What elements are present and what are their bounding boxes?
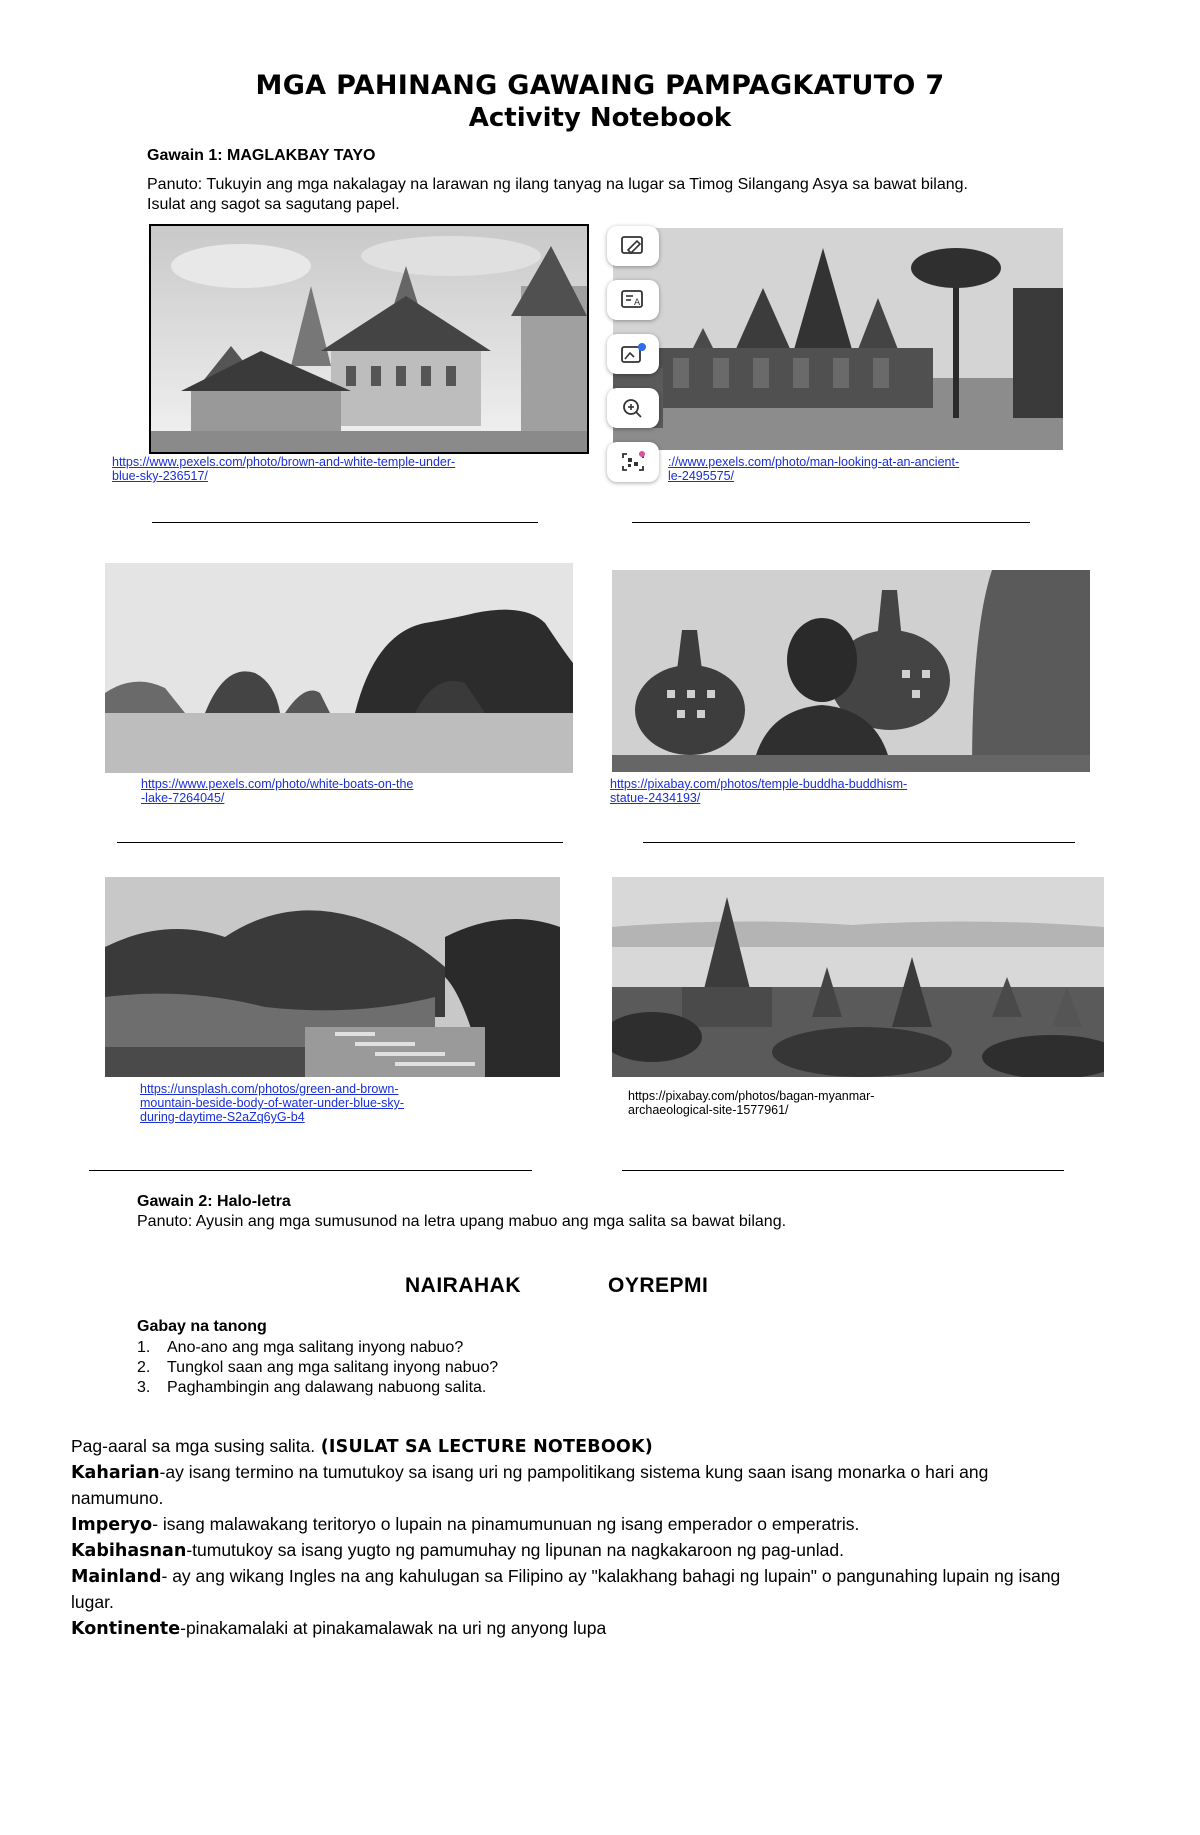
photo-source-text: https://pixabay.com/photos/bagan-myanmar- archaeological-site-1577961/ [628,1089,875,1117]
ai-image-icon [619,342,647,366]
key-terms-intro: Pag-aaral sa mga susing salita. (ISULAT SA LECTURE NOTEBOOK) [71,1436,653,1457]
guide-questions-title: Gabay na tanong [137,1318,267,1335]
edit-image-icon [619,234,647,258]
page-subtitle: Activity Notebook [468,103,732,133]
photo-bayon-temple[interactable] [613,228,1063,450]
answer-line [89,1170,532,1171]
floating-image-toolbar [607,226,663,496]
page-title: MGA PAHINANG GAWAING PAMPAGKATUTO 7 [255,70,945,101]
qr-scan-icon [619,450,647,474]
edit-image-button[interactable] [607,226,659,266]
zoom-in-icon [619,396,647,420]
extract-text-button[interactable] [607,280,659,320]
answer-line [643,842,1075,843]
list-item: 1. Ano-ano ang mga salitang inyong nabuo? [137,1339,464,1356]
answer-line [152,522,538,523]
photo-source-link[interactable]: https://pixabay.com/photos/temple-buddha-buddhism- statue-2434193/ [610,777,908,805]
term-definition: Mainland- ay ang wikang Ingles na ang kahulugan sa Filipino ay "kalakhang bahagi ng lupain" o pangunahing lupain ng isang lugar. [71,1566,1061,1612]
photo-mountain-lake[interactable] [105,877,560,1077]
photo-source-link[interactable]: https://www.pexels.com/photo/white-boats-on-the -lake-7264045/ [141,777,414,805]
photo-bagan[interactable] [612,877,1104,1077]
guide-questions-list [137,1338,498,1398]
jumbled-word: OYREPMI [608,1274,709,1297]
photo-source-link[interactable]: https://unsplash.com/photos/green-and-brown- mountain-beside-body-of-water-under-blue-sky- during-daytime-S2aZq6yG-b4 [140,1082,405,1124]
photo-borobudur[interactable] [612,570,1090,772]
term-definition: Kabihasnan-tumutukoy sa isang yugto ng pamumuhay ng lipunan na nagkakaroon ng pag-unlad. [71,1540,844,1561]
photo-ha-long-bay[interactable] [105,563,573,773]
qr-scan-button[interactable] [607,442,659,482]
key-terms-section [71,1434,1071,1642]
gawain2-instructions: Panuto: Ayusin ang mga sumusunod na letra upang mabuo ang mga salita sa bawat bilang. [137,1213,787,1230]
answer-line [117,842,563,843]
term-definition: Kaharian-ay isang termino na tumutukoy sa isang uri ng pampolitikang sistema kung saan isang monarka o hari ang namumuno. [71,1462,989,1508]
jumbled-word: NAIRAHAK [405,1274,521,1297]
gawain1-instructions: Panuto: Tukuyin ang mga nakalagay na larawan ng ilang tanyag na lugar sa Timog Silangang Asya sa bawat bilang. Isulat ang sagot sa sagutang papel. [147,176,968,213]
zoom-in-button[interactable] [607,388,659,428]
photo-source-link[interactable]: https://www.pexels.com/photo/brown-and-white-temple-under- blue-sky-236517/ [112,455,456,483]
list-item: 3. Paghambingin ang dalawang nabuong salita. [137,1379,487,1396]
photo-grand-palace[interactable] [149,224,589,454]
gawain2-title: Gawain 2: Halo-letra [137,1193,291,1210]
answer-line [622,1170,1064,1171]
extract-text-icon [619,288,647,312]
photo-source-link[interactable]: ://www.pexels.com/photo/man-looking-at-an-ancient- le-2495575/ [668,455,960,483]
term-definition: Imperyo- isang malawakang teritoryo o lupain na pinamumunuan ng isang emperador o emperatris. [71,1514,860,1535]
gawain1-title: Gawain 1: MAGLAKBAY TAYO [147,147,376,164]
ai-image-button[interactable] [607,334,659,374]
svg-text:A: A [634,298,641,308]
list-item: 2. Tungkol saan ang mga salitang inyong nabuo? [137,1359,499,1376]
notebook-instruction: (ISULAT SA LECTURE NOTEBOOK) [320,1437,653,1457]
answer-line [632,522,1030,523]
term-definition: Kontinente-pinakamalaki at pinakamalawak na uri ng anyong lupa [71,1618,607,1639]
